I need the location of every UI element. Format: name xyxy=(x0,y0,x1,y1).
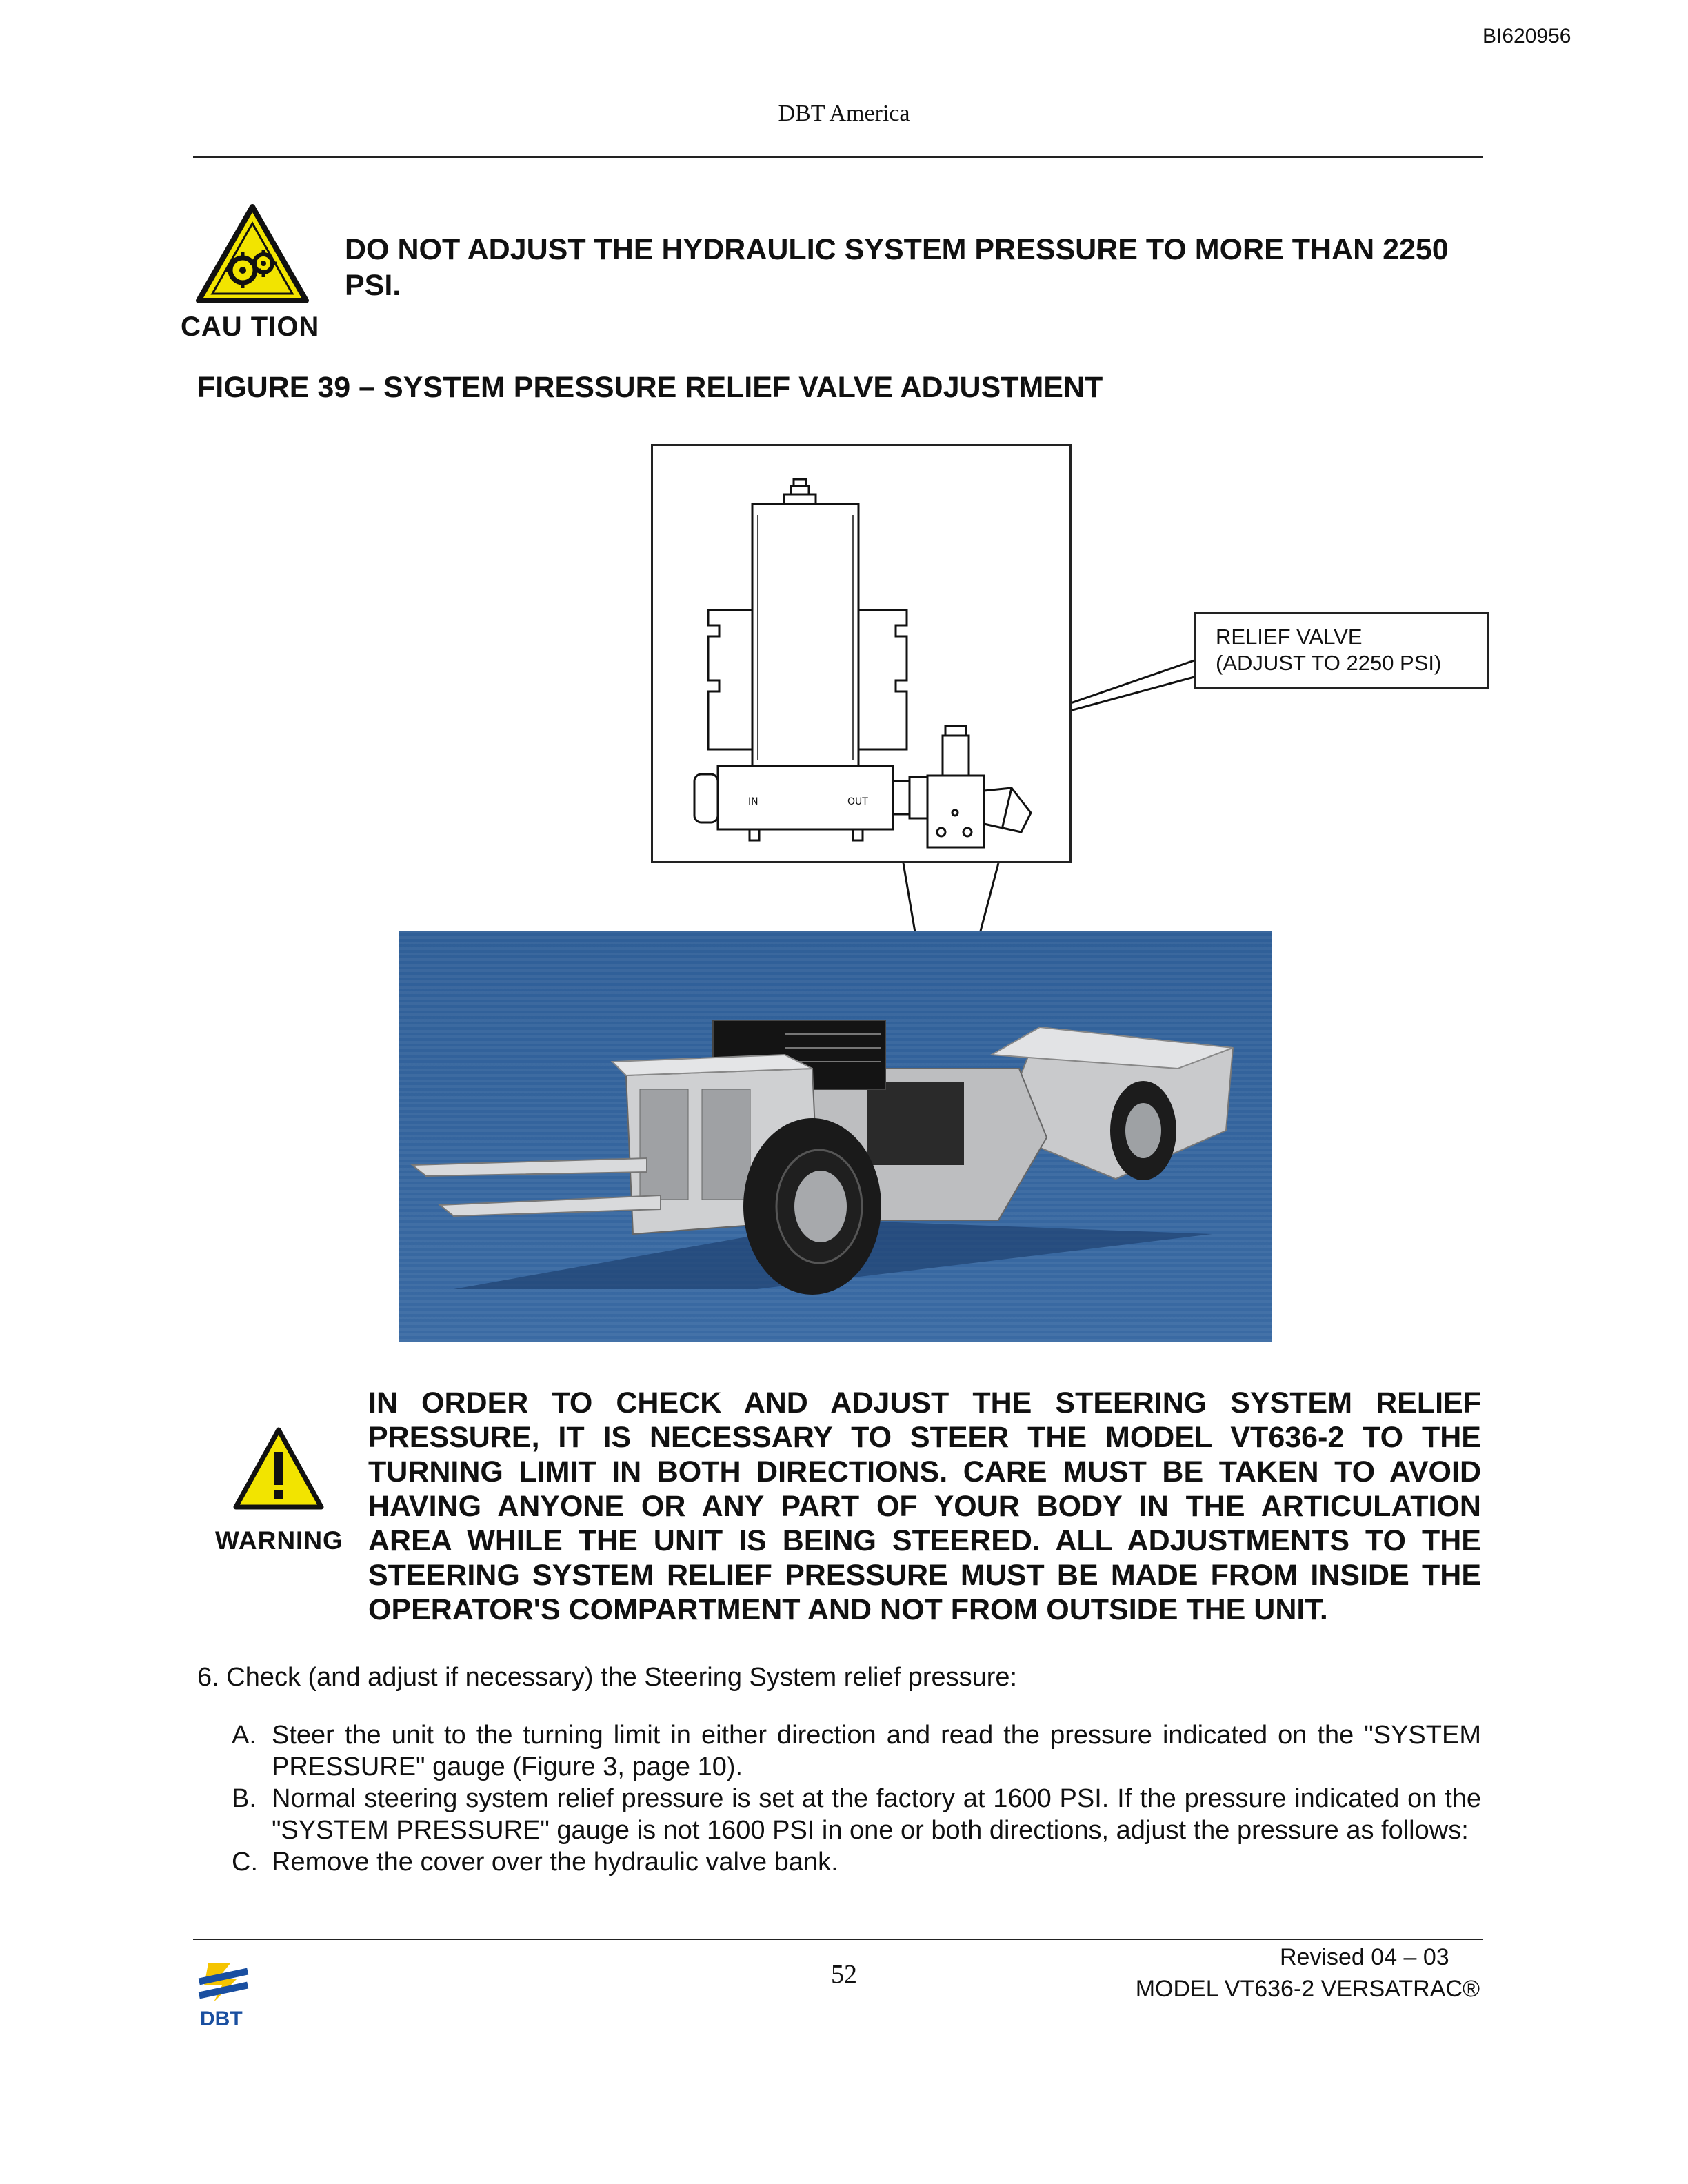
outlet-label: OUT xyxy=(847,796,868,807)
substep-letter: C. xyxy=(232,1848,258,1877)
callout-line-2: (ADJUST TO 2250 PSI) xyxy=(1216,651,1442,675)
substep-a xyxy=(232,1719,1481,1783)
caution-label: CAU TION xyxy=(181,312,320,342)
header-title: DBT America xyxy=(778,101,910,126)
versatrac-vehicle-photo xyxy=(399,931,1272,1342)
substep-b xyxy=(232,1783,1481,1846)
substep-text: Normal steering system relief pressure is set at the factory at 1600 PSI. If the pressure indicated on the "SYSTEM PRESSURE" gauge is not 1600 PSI in one or both directions, adjust the pressure as follows: xyxy=(272,1784,1481,1845)
model-name: MODEL VT636-2 VERSATRAC® xyxy=(1135,1976,1480,2002)
substep-text: Remove the cover over the hydraulic valve bank. xyxy=(272,1848,838,1877)
callout-line-1: RELIEF VALVE xyxy=(1216,625,1363,649)
hydraulic-filter-valve-drawing xyxy=(653,446,1069,861)
revision-date: Revised 04 – 03 xyxy=(1280,1944,1449,1970)
inlet-label: IN xyxy=(748,796,758,807)
substep-letter: A. xyxy=(232,1721,257,1750)
dbt-logo-text: DBT xyxy=(200,2008,243,2030)
caution-text: DO NOT ADJUST THE HYDRAULIC SYSTEM PRESSURE TO MORE THAN 2250 PSI. xyxy=(345,233,1449,302)
relief-valve-inset xyxy=(651,444,1072,863)
warning-triangle-icon xyxy=(232,1426,325,1513)
relief-valve-callout xyxy=(1194,612,1489,689)
substep-text: Steer the unit to the turning limit in either direction and read the pressure indicated on the "SYSTEM PRESSURE" gauge (Figure 3, page 10). xyxy=(272,1721,1481,1781)
step-6-intro: 6. Check (and adjust if necessary) the Steering System relief pressure: xyxy=(197,1663,1018,1692)
figure-title: FIGURE 39 – SYSTEM PRESSURE RELIEF VALVE ADJUSTMENT xyxy=(197,371,1103,404)
page-number: 52 xyxy=(831,1960,857,1989)
substep-c xyxy=(232,1846,1481,1878)
footer-rule xyxy=(193,1939,1483,1940)
substep-list xyxy=(232,1719,1481,1878)
warning-text: IN ORDER TO CHECK AND ADJUST THE STEERING SYSTEM RELIEF PRESSURE, IT IS NECESSARY TO STEER THE MODEL VT636-2 TO THE TURNING LIMIT IN BOTH DIRECTIONS. CARE MUST BE TAKEN TO AVOID HAVING ANYONE OR ANY PART OF YOUR BODY IN THE ARTICULATION AREA WHILE THE UNIT IS BEING STEERED. ALL ADJUSTMENTS TO THE STEERING SYSTEM RELIEF PRESSURE MUST BE MADE FROM INSIDE THE OPERATOR'S COMPARTMENT AND NOT FROM OUTSIDE THE UNIT. xyxy=(368,1386,1481,1626)
document-id: BI620956 xyxy=(1483,25,1571,48)
warning-label: WARNING xyxy=(215,1526,343,1555)
substep-letter: B. xyxy=(232,1784,257,1813)
